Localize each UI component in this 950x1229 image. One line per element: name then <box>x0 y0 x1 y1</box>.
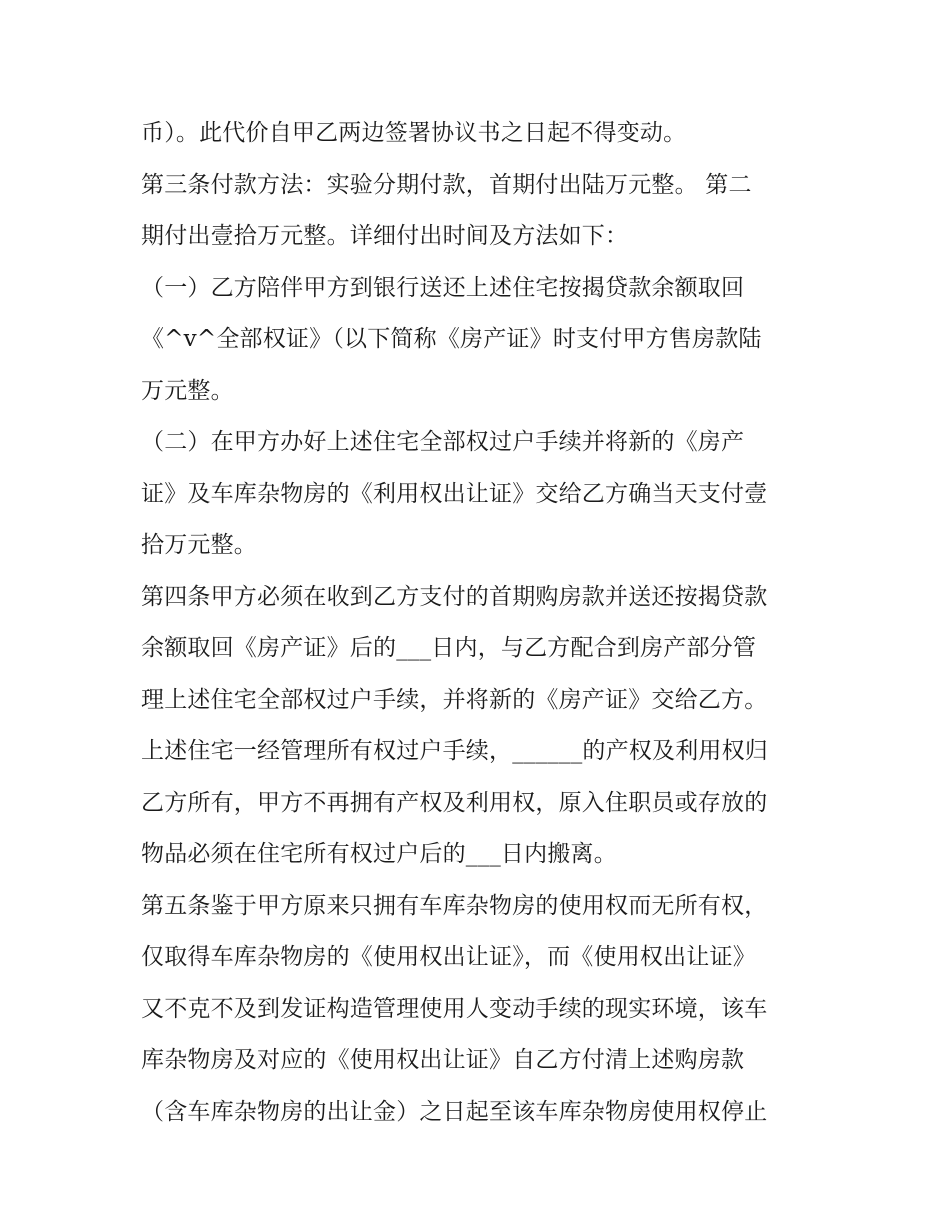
text-line: 上述住宅一经管理所有权过户手续，______的产权及利用权归 <box>141 738 768 764</box>
text-line: 乙方所有，甲方不再拥有产权及利用权，原入住职员或存放的 <box>141 789 768 816</box>
text-line: 物品必须在住宅所有权过户后的___日内搬离。 <box>141 841 617 867</box>
text-line: 第三条付款方法：实验分期付款，首期付出陆万元整。 第二 <box>141 171 752 198</box>
text-line: （含车库杂物房的出让金）之日起至该车库杂物房使用权停止 <box>141 1098 768 1125</box>
contract-text <box>141 108 831 1138</box>
text-line: 证》及车库杂物房的《利用权出让证》交给乙方确当天支付壹 <box>141 480 768 507</box>
text-line: 拾万元整。 <box>141 532 257 558</box>
text-line: 第四条甲方必须在收到乙方支付的首期购房款并送还按揭贷款 <box>141 583 768 610</box>
text-line: 《^v^全部权证》（以下简称《房产证》时支付甲方售房款陆 <box>141 326 762 352</box>
text-line: 期付出壹拾万元整。详细付出时间及方法如下： <box>141 223 629 249</box>
text-line: （一）乙方陪伴甲方到银行送还上述住宅按揭贷款余额取回 <box>141 274 745 301</box>
text-line: 理上述住宅全部权过户手续，并将新的《房产证》交给乙方。 <box>141 686 768 713</box>
text-line: 万元整。 <box>141 377 234 404</box>
text-line: 币）。此代价自甲乙两边签署协议书之日起不得变动。 <box>141 120 687 146</box>
text-line: 余额取回《房产证》后的___日内，与乙方配合到房产部分管 <box>141 635 757 661</box>
text-line: 库杂物房及对应的《使用权出让证》自乙方付清上述购房款 <box>141 1047 745 1073</box>
text-line: 仅取得车库杂物房的《使用权出让证》，而《使用权出让证》 <box>141 944 756 970</box>
text-line: 又不克不及到发证构造管理使用人变动手续的现实环境，该车 <box>141 995 768 1022</box>
text-line: （二）在甲方办好上述住宅全部权过户手续并将新的《房产 <box>141 429 745 455</box>
text-line: 第五条鉴于甲方原来只拥有车库杂物房的使用权而无所有权， <box>141 892 768 919</box>
